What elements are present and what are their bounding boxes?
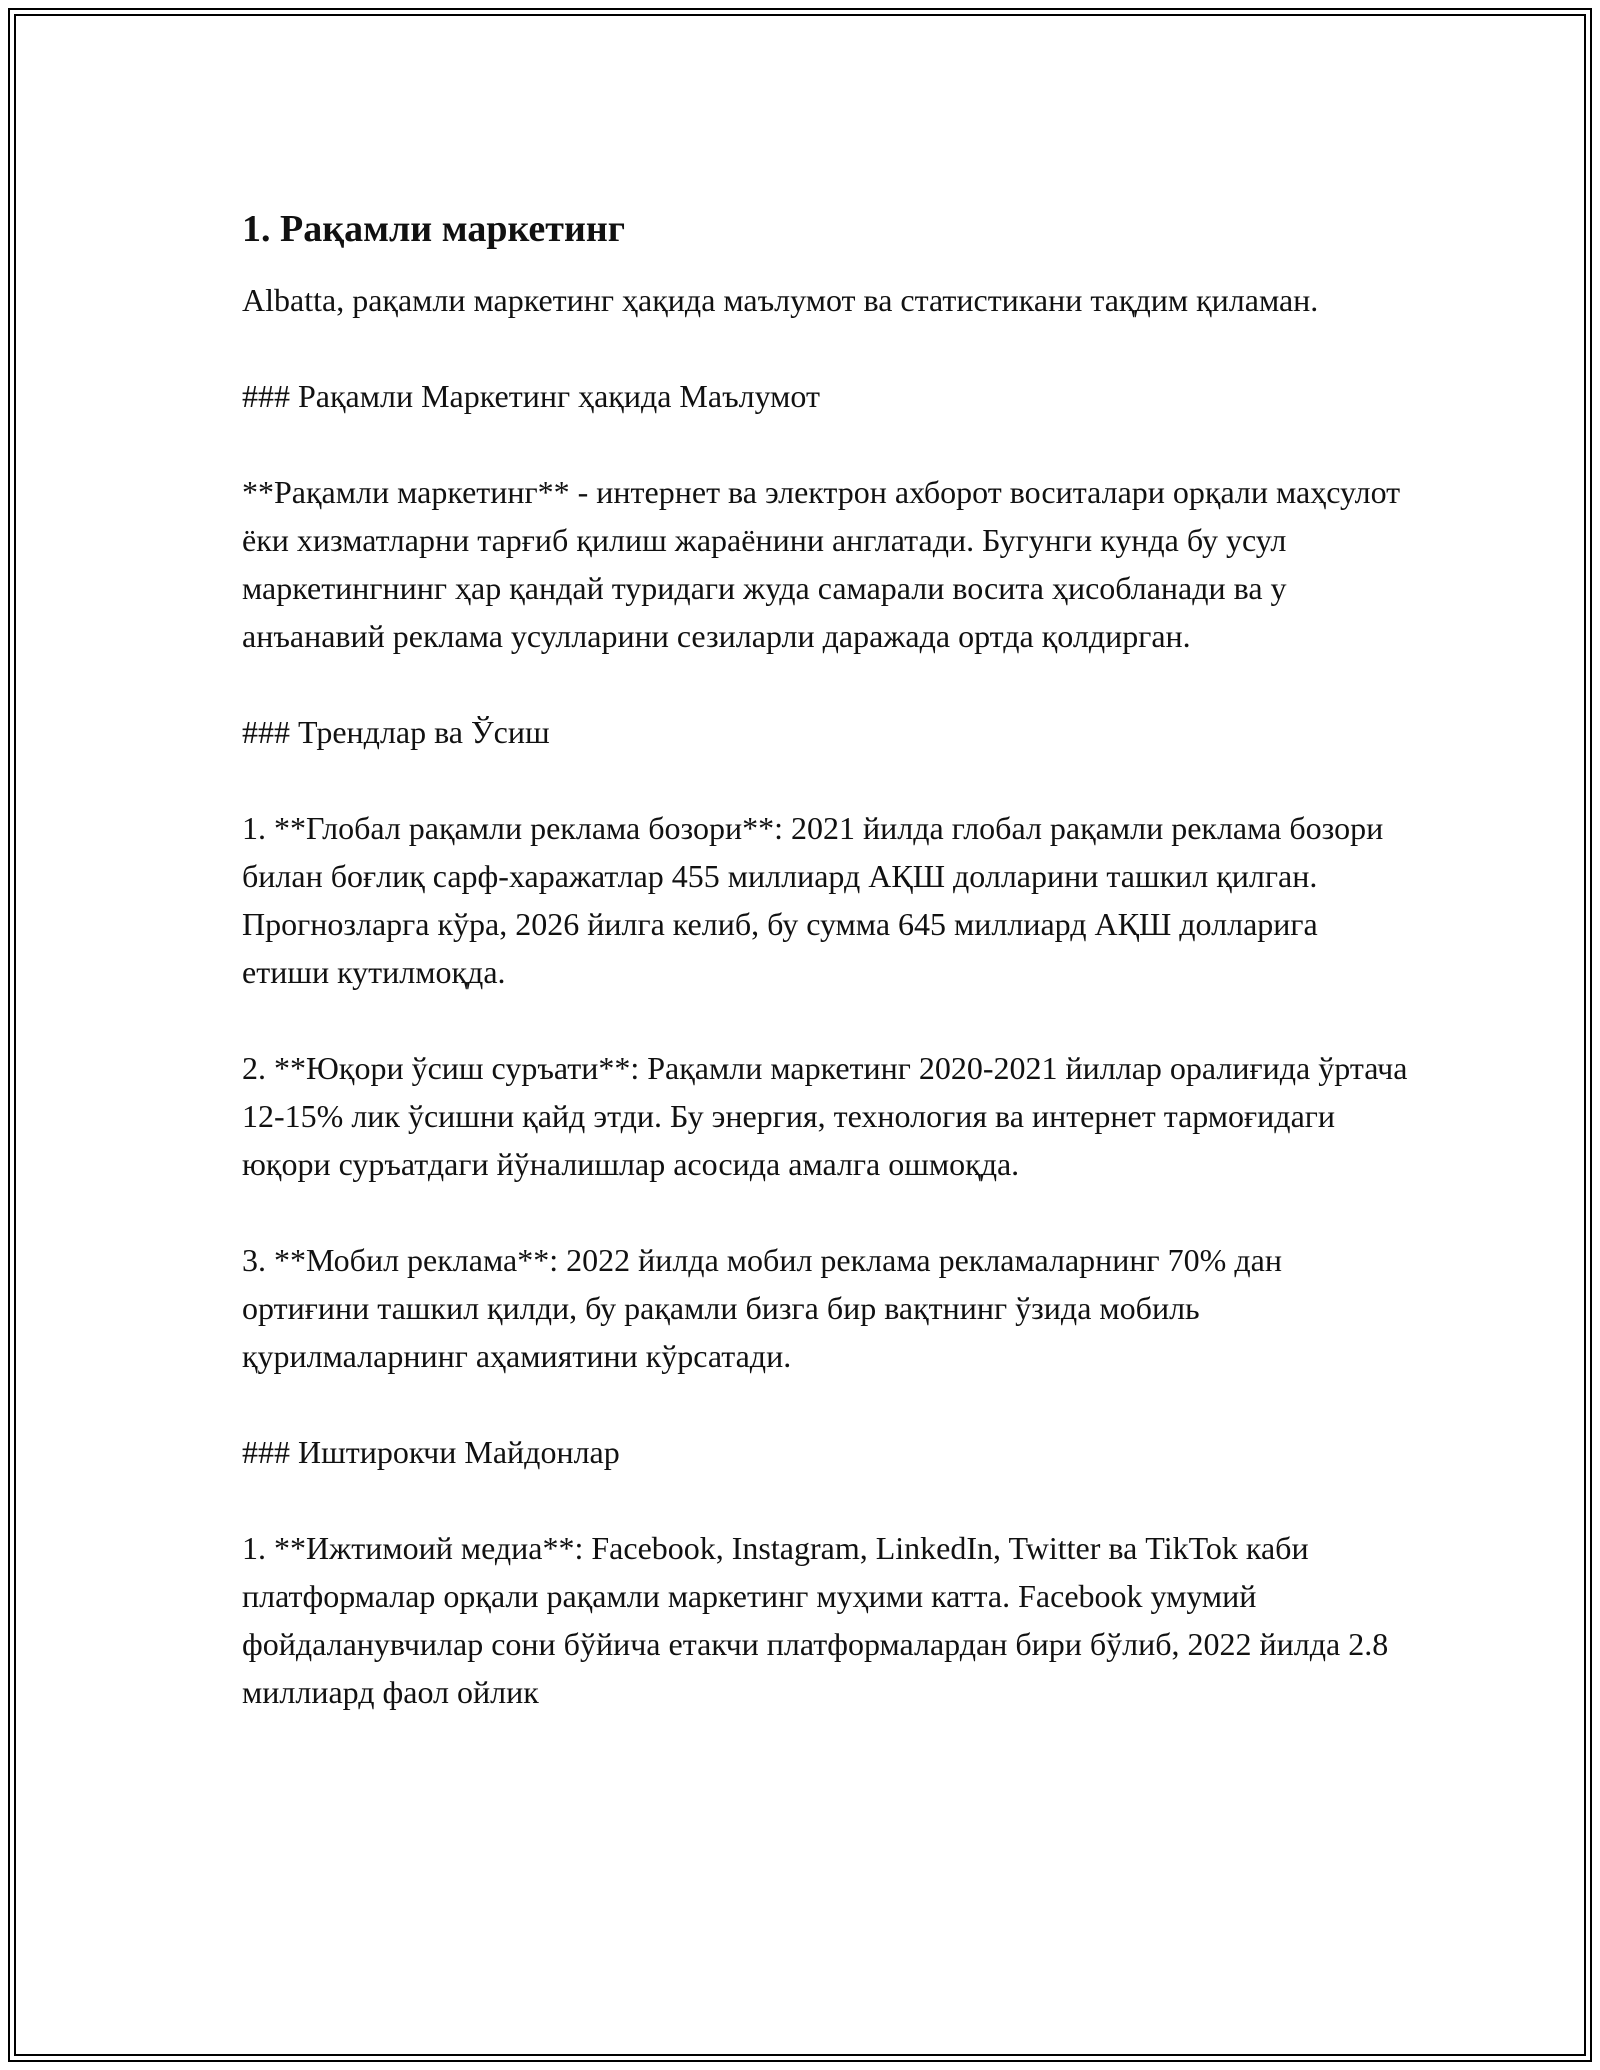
participant-item-1: 1. **Ижтимоий медиа**: Facebook, Instagram, LinkedIn, Twitter ва TikTok каби платформалар орқали рақамли маркетинг муҳими катта. Facebook умумий фойдаланувчилар сони бўйича етакчи платформалардан бири бўлиб, 2022 йилда 2.8 миллиард фаол ойлик [242,1530,1389,1710]
document-title: 1. Рақамли маркетинг [242,208,625,250]
intro-paragraph: Albatta, рақамли маркетинг ҳақида маълумот ва статистикани тақдим қиламан. [242,282,1319,318]
section-heading-participants: ### Иштирокчи Майдонлар [242,1434,620,1470]
section-heading-trends: ### Трендлар ва Ўсиш [242,714,550,750]
definition-paragraph: **Рақамли маркетинг** - интернет ва электрон ахборот воситалари орқали маҳсулот ёки хизматларни тарғиб қилиш жараёнини англатади. Бугунги кунда бу усул маркетингнинг ҳар қандай туридаги жуда самарали восита ҳисобланади ва у анъанавий реклама усулларини сезиларли даражада ортда қолдирган. [242,474,1401,654]
trend-item-3: 3. **Мобил реклама**: 2022 йилда мобил реклама рекламаларнинг 70% дан ортиғини ташкил қилди, бу рақамли бизга бир вақтнинг ўзида мобиль қурилмаларнинг аҳамиятини кўрсатади. [242,1242,1282,1374]
trend-item-2: 2. **Юқори ўсиш суръати**: Рақамли маркетинг 2020-2021 йиллар оралиғида ўртача 12-15% лик ўсишни қайд этди. Бу энергия, технология ва интернет тармоғидаги юқори суръатдаги йўналишлар асосида амалга ошмоқда. [242,1050,1408,1182]
document-body [242,204,1412,1716]
section-heading-info: ### Рақамли Маркетинг ҳақида Маълумот [242,378,820,414]
page-border [8,8,1592,2062]
page [14,14,1586,2056]
trend-item-1: 1. **Глобал рақамли реклама бозори**: 2021 йилда глобал рақамли реклама бозори билан боғлиқ сарф-харажатлар 455 миллиард АҚШ долларини ташкил қилган. Прогнозларга кўра, 2026 йилга келиб, бу сумма 645 миллиард АҚШ долларига етиши кутилмоқда. [242,810,1384,990]
